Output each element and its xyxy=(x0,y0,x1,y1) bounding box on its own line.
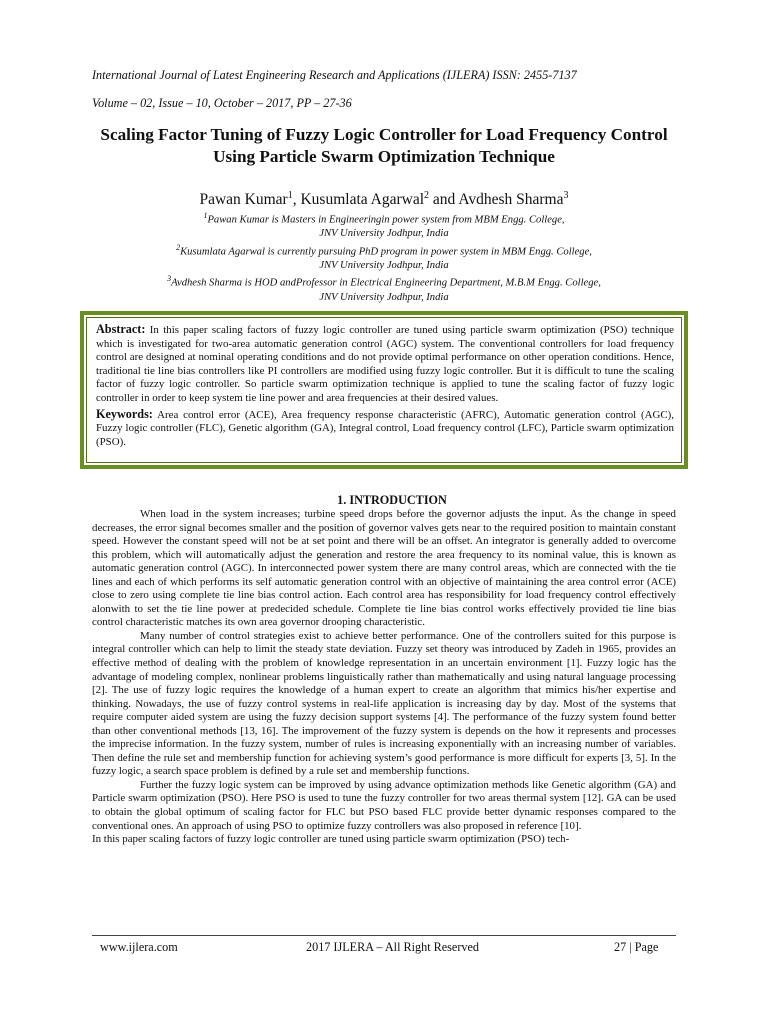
author-sup: 2 xyxy=(424,190,430,201)
paper-title: Scaling Factor Tuning of Fuzzy Logic Controller for Load Frequency Control Using Particle Swarm Optimization Technique xyxy=(100,125,668,166)
keywords-text: Area control error (ACE), Area frequency response characteristic (AFRC), Automatic generation control (AGC), Fuzzy logic controller (FLC), Genetic algorithm (GA), Integral control, Load frequency control (LFC), Particle swarm optimization (PSO). xyxy=(96,408,674,448)
affiliation-line: JNV University Jodhpur, India xyxy=(319,291,449,303)
author-separator: and xyxy=(429,191,459,209)
author-separator: , xyxy=(292,191,301,209)
body-paragraph: In this paper scaling factors of fuzzy logic controller are tuned using particle swarm optimization (PSO) tech- xyxy=(92,833,570,846)
volume-line: Volume – 02, Issue – 10, October – 2017, PP – 27-36 xyxy=(92,96,352,110)
abstract-box xyxy=(80,311,688,469)
body-paragraph: When load in the system increases; turbine speed drops before the governor adjusts the input. As the change in speed decreases, the error signal becomes smaller and the position of governor valves gets near to the required position to maintain constant speed. However the constant speed will not be at set point and there will be an offset. An integrator is generally added to overcome this problem, which will automatically adjust the generation and restore the area frequency to its nominal value, this is known as automatic generation control (AGC). In interconnected power system there are many control areas, which are connected with the tie lines and each of which performs its self automatic generation control with an objective of maintaining the area control error (ACE) close to zero using complete tie line bias control action. Each control area has responsibility for load frequency control effectively alonwith to set the tie line power at predecided schedule. Complete tie line bias control works effectively provided tie line bias control characteristic matches its own area governor drooping characteristic. xyxy=(92,508,676,629)
footer-page-number: 27 | Page xyxy=(614,940,659,954)
author-name: Pawan Kumar xyxy=(199,191,288,209)
author-name: Kusumlata Agarwal xyxy=(300,191,425,209)
affiliation-sup: 1 xyxy=(203,211,208,220)
abstract-paragraph xyxy=(96,323,674,406)
body-paragraph: Further the fuzzy logic system can be improved by using advance optimization methods like Genetic algorithm (GA) and Particle swarm optimization (PSO). Here PSO is used to tune the fuzzy controller for two areas thermal system [12]. GA can be used to obtain the global optimum of scaling factor for FLC but PSO based FLC provide better dynamic responses compared to the conventional ones. An approach of using PSO to optimize fuzzy controllers was also proposed in reference [10]. xyxy=(92,778,676,832)
footer-copyright: 2017 IJLERA – All Right Reserved xyxy=(306,940,479,954)
affiliation-sup: 2 xyxy=(176,242,181,252)
affiliation-text: Avdhesh Sharma is HOD andProfessor in Electrical Engineering Department, M.B.M Engg. College, xyxy=(171,277,601,289)
abstract-label: Abstract: xyxy=(96,322,146,336)
abstract-text: In this paper scaling factors of fuzzy logic controller are tuned using particle swarm optimization (PSO) technique which is investigated for two-area automatic generation control (AGC) system. The conventional controllers for load frequency control are designed at nominal operating conditions and do not provide optimal performance on other operation conditions. Hence, traditional tie line bias controllers like PI controllers are modified using fuzzy logic controller. But it is difficult to tune the scaling factor of fuzzy logic controller. So particle swarm optimization technique is applied to tune the scaling factor of fuzzy logic controller in order to keep system tie line power and area frequencies at their desired values. xyxy=(96,324,674,404)
affiliation-line xyxy=(92,272,676,290)
body-paragraph: Many number of control strategies exist to achieve better performance. One of the controllers suited for this purpose is integral controller which can help to limit the steady state deviation. Fuzzy set theory was introduced by Zadeh in 1965, provides an effective method of dealing with the problem of knowledge representation in an uncertain environment [1]. Fuzzy logic has the advantage of modeling complex, nonlinear problems linguistically rather than mathematically and using natural language processing [2]. The use of fuzzy logic requires the knowledge of a human expert to create an algorithm that mimics his/her expertise and thinking. Nowadays, the use of fuzzy control systems in real-life application is increasing day by day. Most of the systems that require computer aided system are using the fuzzy decision support systems [4]. The performance of the fuzzy system found better than other conventional methods [13, 16]. The improvement of the fuzzy system is depends on the how it represents and processes the imprecise information. In the fuzzy system, number of rules is increasing exponentially with an increasing number of variables. Then define the rule set and membership function for achieving system’s good performance is more difficult for experts [3, 5]. In the fuzzy logic, a search space problem is defined by a rule set and membership functions. xyxy=(92,629,676,778)
author-sup: 1 xyxy=(287,190,293,201)
affiliation-line: JNV University Jodhpur, India xyxy=(319,228,449,240)
introduction-body xyxy=(92,508,676,847)
author-line xyxy=(92,186,676,210)
affiliations xyxy=(92,209,676,304)
affiliation-line xyxy=(92,209,676,227)
author-sup: 3 xyxy=(563,190,569,201)
keywords-paragraph xyxy=(96,408,674,450)
affiliation-line xyxy=(92,241,676,259)
section-heading: 1. INTRODUCTION xyxy=(337,493,447,507)
abstract-content xyxy=(96,323,674,449)
affiliation-sup: 3 xyxy=(167,274,172,284)
footer-website: www.ijlera.com xyxy=(100,940,178,954)
keywords-label: Keywords: xyxy=(96,406,153,421)
affiliation-text: Kusumlata Agarwal is currently pursuing PhD program in power system in MBM Engg. College, xyxy=(180,246,592,258)
footer-divider xyxy=(92,935,676,936)
author-name: Avdhesh Sharma xyxy=(458,191,564,209)
affiliation-text: Pawan Kumar is Masters in Engineeringin power system from MBM Engg. College, xyxy=(207,214,565,226)
affiliation-line: JNV University Jodhpur, India xyxy=(319,259,449,271)
journal-header: International Journal of Latest Engineering Research and Applications (IJLERA) ISSN: 2455-7137 xyxy=(92,68,577,82)
